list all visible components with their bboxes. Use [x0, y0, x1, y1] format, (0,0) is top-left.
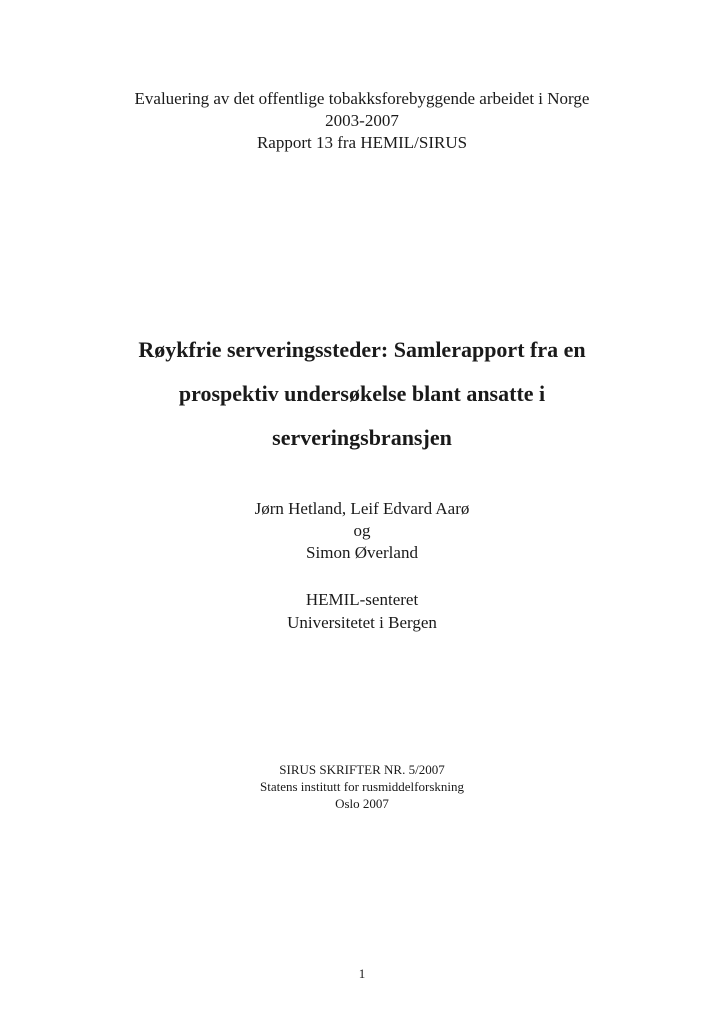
publisher-place-year: Oslo 2007	[335, 796, 389, 811]
series-title: Evaluering av det offentlige tobakksforebyggende arbeidet i Norge	[134, 89, 590, 108]
title-line-3: serveringsbransjen	[272, 425, 452, 450]
author-conjunction: og	[353, 521, 371, 540]
series-years: 2003-2007	[325, 111, 399, 130]
report-series-header	[0, 88, 724, 154]
author-last: Simon Øverland	[306, 543, 418, 562]
title-line-1: Røykfrie serveringssteder: Samlerapport fra en	[138, 337, 586, 362]
report-title	[0, 328, 724, 460]
institution-university: Universitetet i Bergen	[287, 613, 437, 632]
institution-center: HEMIL-senteret	[305, 590, 419, 609]
authors	[0, 498, 724, 564]
title-line-2: prospektiv undersøkelse blant ansatte i	[178, 381, 546, 406]
author-names: Jørn Hetland, Leif Edvard Aarø	[254, 499, 470, 518]
institution	[0, 588, 724, 634]
publisher-info	[0, 761, 724, 812]
report-number: Rapport 13 fra HEMIL/SIRUS	[256, 133, 468, 152]
publisher-series: SIRUS SKRIFTER NR. 5/2007	[279, 762, 445, 777]
publisher-institute: Statens institutt for rusmiddelforskning	[259, 779, 464, 794]
page-number: 1	[358, 966, 366, 981]
